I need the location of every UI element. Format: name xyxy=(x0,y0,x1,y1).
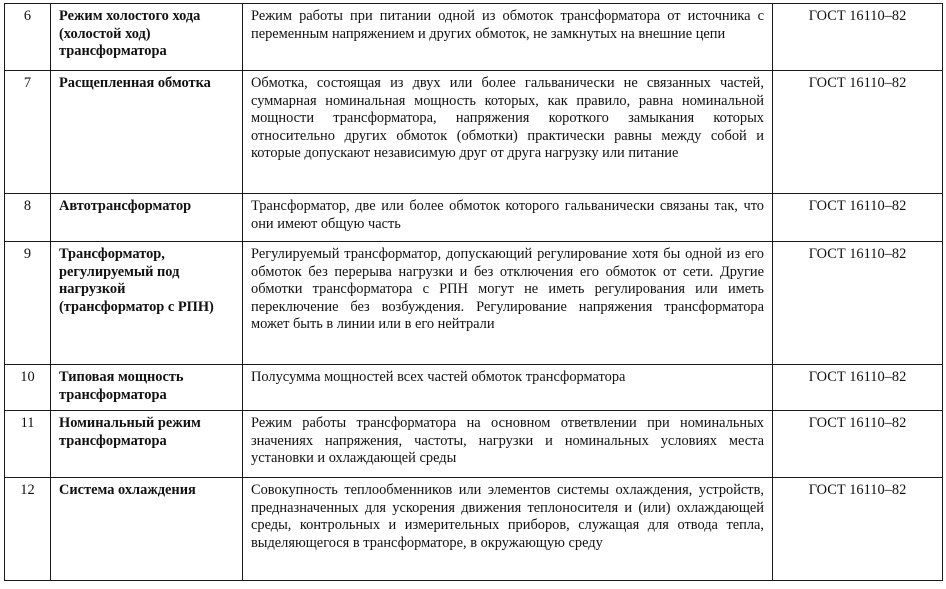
standard-reference: ГОСТ 16110–82 xyxy=(773,194,943,242)
term-name: Трансформатор, регулируемый под нагрузкой (трансформатор с РПН) xyxy=(51,242,243,365)
row-number: 6 xyxy=(5,4,51,71)
standard-reference: ГОСТ 16110–82 xyxy=(773,4,943,71)
term-name: Расщепленная обмотка xyxy=(51,71,243,194)
row-number: 9 xyxy=(5,242,51,365)
table-row xyxy=(5,71,943,194)
term-definition: Совокупность теплообменников или элементов системы охлаждения, устройств, предназначенных для ускорения движения теплоносителя и (или) охлаждающей среды, контрольных и измерительных приборов, служащая для отвода тепла, выделяющегося в трансформаторе, в окружающую среду xyxy=(243,478,773,581)
term-name: Режим холостого хода (холостой ход) трансформатора xyxy=(51,4,243,71)
standard-reference: ГОСТ 16110–82 xyxy=(773,365,943,411)
term-definition: Режим работы трансформатора на основном ответвлении при номинальных значениях напряжения, частоты, нагрузки и номинальных условиях места установки и охлаждающей среды xyxy=(243,411,773,478)
term-name: Автотрансформатор xyxy=(51,194,243,242)
term-definition: Полусумма мощностей всех частей обмоток трансформатора xyxy=(243,365,773,411)
term-name: Система охлаждения xyxy=(51,478,243,581)
table-row xyxy=(5,411,943,478)
term-name: Типовая мощность трансформатора xyxy=(51,365,243,411)
term-definition: Режим работы при питании одной из обмоток трансформатора от источника с переменным напряжением и других обмоток, не замкнутых на внешние цепи xyxy=(243,4,773,71)
table-row xyxy=(5,478,943,581)
table-row xyxy=(5,4,943,71)
standard-reference: ГОСТ 16110–82 xyxy=(773,478,943,581)
table-row xyxy=(5,194,943,242)
row-number: 12 xyxy=(5,478,51,581)
row-number: 10 xyxy=(5,365,51,411)
term-definition: Регулируемый трансформатор, допускающий регулирование хотя бы одной из его обмоток без перерыва нагрузки и без отключения его обмоток от сети. Другие обмотки трансформатора с РПН могут не иметь регулирования или иметь переключение без возбуждения. Регулирование напряжения трансформатора может быть в линии или в его нейтрали xyxy=(243,242,773,365)
row-number: 7 xyxy=(5,71,51,194)
term-name: Номинальный режим трансформатора xyxy=(51,411,243,478)
row-number: 11 xyxy=(5,411,51,478)
row-number: 8 xyxy=(5,194,51,242)
term-definition: Трансформатор, две или более обмоток которого гальванически связаны так, что они имеют общую часть xyxy=(243,194,773,242)
standard-reference: ГОСТ 16110–82 xyxy=(773,411,943,478)
terms-table xyxy=(4,3,943,581)
standard-reference: ГОСТ 16110–82 xyxy=(773,242,943,365)
term-definition: Обмотка, состоящая из двух или более гальванически не связанных частей, суммарная номинальная мощность которых, как правило, равна номинальной мощности трансформатора, напряжения короткого замыкания которых относительно других обмоток (обмотки) практически равны между собой и которые допускают независимую друг от друга нагрузку или питание xyxy=(243,71,773,194)
standard-reference: ГОСТ 16110–82 xyxy=(773,71,943,194)
table-row xyxy=(5,365,943,411)
table-row xyxy=(5,242,943,365)
